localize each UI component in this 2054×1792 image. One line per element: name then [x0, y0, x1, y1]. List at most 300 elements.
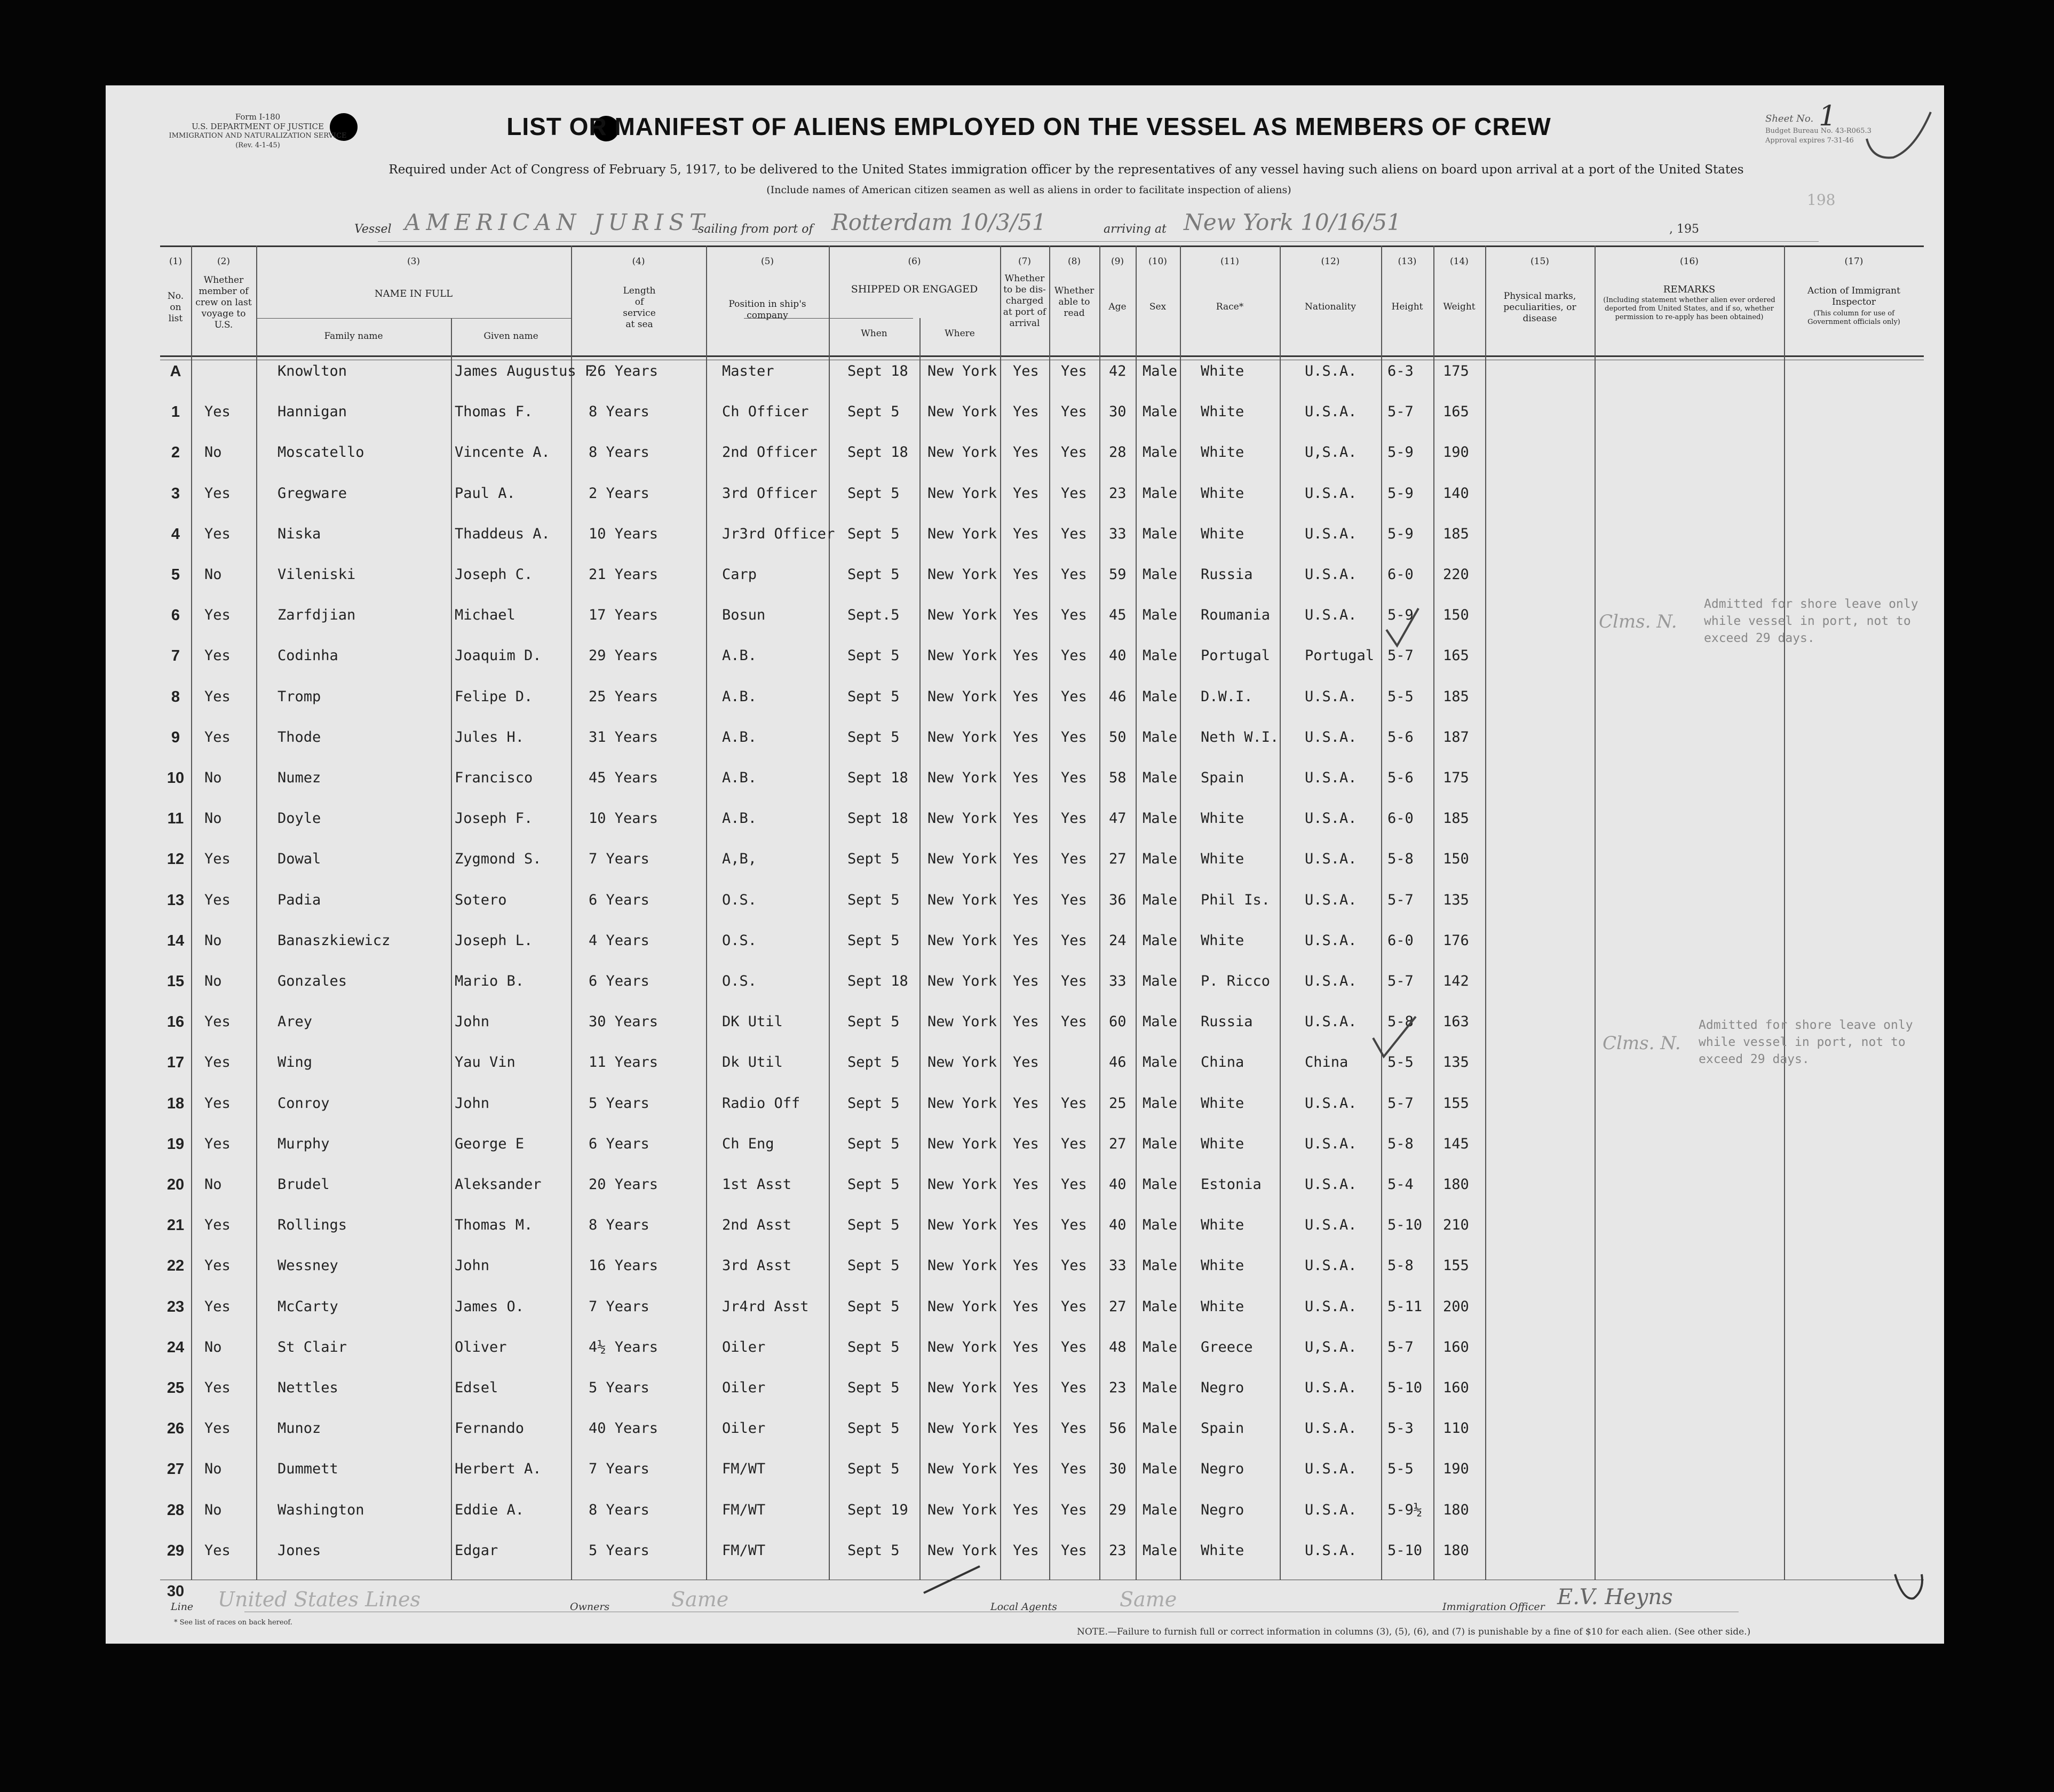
length-of-service: 5 Years [589, 1379, 649, 1396]
age: 23 [1109, 485, 1127, 502]
height: 5-7 [1387, 973, 1414, 989]
length-of-service: 8 Years [589, 403, 649, 421]
col-2-label: Whether member of crew on last voyage to U.S. [195, 275, 252, 330]
height: 5-9 [1387, 444, 1414, 461]
age: 28 [1109, 444, 1127, 461]
given-name: Francisco [455, 770, 533, 786]
col-5-label: Position in ship's company [728, 299, 806, 321]
weight: 210 [1443, 1217, 1469, 1234]
height: 5-8 [1387, 1257, 1414, 1274]
race: White [1201, 363, 1244, 379]
able-to-read: Yes [1061, 1338, 1087, 1355]
position: A.B. [722, 810, 757, 827]
family-name: Knowlton [277, 363, 347, 379]
weight: 155 [1443, 1257, 1469, 1274]
able-to-read: Yes [1061, 891, 1087, 908]
checkmark-icon [1384, 606, 1421, 651]
prior-voyage: Yes [204, 1135, 231, 1152]
position: Dk Util [722, 1054, 783, 1071]
given-name: Joseph F. [455, 810, 533, 827]
position: FM/WT [722, 1501, 766, 1518]
prior-voyage: Yes [204, 647, 231, 664]
sex: Male [1143, 1095, 1178, 1112]
sailing-label: sailing from port of [698, 223, 813, 236]
sex: Male [1143, 1257, 1178, 1274]
family-name: Brudel [277, 1176, 330, 1193]
officer-label: Immigration Officer [1442, 1601, 1545, 1613]
col-10-label: Sex [1149, 302, 1167, 312]
prior-voyage: Yes [204, 1379, 231, 1396]
shipped-where: New York [927, 1095, 997, 1112]
able-to-read: Yes [1061, 403, 1087, 421]
sex: Male [1143, 1135, 1178, 1152]
length-of-service: 45 Years [589, 770, 659, 786]
age: 40 [1109, 1176, 1127, 1193]
position: Oiler [722, 1338, 766, 1355]
given-name: Joaquim D. [455, 647, 542, 664]
line-label: Line [171, 1601, 194, 1613]
row-number: 2 [171, 444, 180, 462]
weight: 176 [1443, 932, 1469, 949]
age: 46 [1109, 1054, 1127, 1071]
row-number: 23 [166, 1298, 185, 1315]
col-3-family: Family name [324, 331, 383, 342]
checkmark-icon [921, 1564, 985, 1596]
to-be-discharged: Yes [1013, 810, 1039, 827]
row-number: 10 [166, 770, 185, 787]
position: A.B. [722, 647, 757, 664]
prior-voyage: Yes [204, 1542, 231, 1559]
sex: Male [1143, 607, 1178, 624]
sex: Male [1143, 485, 1178, 502]
shipped-where: New York [927, 607, 997, 624]
col-9-num: (9) [1111, 256, 1124, 267]
col-14-num: (14) [1450, 256, 1469, 267]
nationality: U.S.A. [1305, 770, 1357, 786]
weight: 140 [1443, 485, 1469, 502]
shipped-where: New York [927, 403, 997, 421]
height: 6-0 [1387, 810, 1414, 827]
length-of-service: 6 Years [589, 973, 649, 989]
age: 40 [1109, 647, 1127, 664]
height: 5-5 [1387, 688, 1414, 705]
family-name: Wing [277, 1054, 313, 1071]
shipped-when: Sept 5 [847, 688, 900, 705]
age: 27 [1109, 851, 1127, 868]
form-revision: (Rev. 4-1-45) [235, 141, 280, 149]
height: 5-5 [1387, 1461, 1414, 1478]
race: Spain [1201, 770, 1244, 786]
able-to-read: Yes [1061, 1461, 1087, 1478]
weight: 187 [1443, 728, 1469, 746]
col-1-num: (1) [169, 256, 183, 267]
row-number: 17 [166, 1054, 185, 1072]
sex: Male [1143, 1542, 1178, 1559]
col-3-label: NAME IN FULL [374, 288, 453, 299]
shipped-when: Sept 5 [847, 1257, 900, 1274]
col-17-note: (This column for use of Government officials only) [1807, 310, 1900, 326]
position: 1st Asst [722, 1176, 792, 1193]
family-name: Codinha [277, 647, 338, 664]
age: 58 [1109, 770, 1127, 786]
length-of-service: 8 Years [589, 1217, 649, 1234]
weight: 160 [1443, 1338, 1469, 1355]
row-number: 3 [171, 485, 180, 502]
position: A.B. [722, 770, 757, 786]
col-17-label: Action of Immigrant Inspector [1807, 286, 1900, 307]
sex: Male [1143, 932, 1178, 949]
length-of-service: 11 Years [589, 1054, 659, 1071]
vessel-line-rule [378, 241, 1819, 242]
race: Phil Is. [1201, 891, 1271, 908]
shipped-when: Sept 18 [847, 770, 908, 786]
position: 3rd Asst [722, 1257, 792, 1274]
shipped-where: New York [927, 1298, 997, 1315]
sex: Male [1143, 1176, 1178, 1193]
given-name: Sotero [455, 891, 507, 908]
col-5-num: (5) [760, 256, 774, 267]
vessel-label: Vessel [354, 223, 392, 236]
family-name: Wessney [277, 1257, 338, 1274]
shipped-when: Sept 18 [847, 810, 908, 827]
length-of-service: 40 Years [589, 1420, 659, 1437]
prior-voyage: Yes [204, 891, 231, 908]
height: 5-9 [1387, 485, 1414, 502]
shipped-where: New York [927, 485, 997, 502]
height: 5-6 [1387, 728, 1414, 746]
row-number: 12 [166, 851, 185, 868]
family-name: Banaszkiewicz [277, 932, 391, 949]
sex: Male [1143, 851, 1178, 868]
given-name: Joseph L. [455, 932, 533, 949]
to-be-discharged: Yes [1013, 1135, 1039, 1152]
vessel-name: AMERICAN JURIST [405, 209, 710, 235]
race: White [1201, 485, 1244, 502]
shipped-where: New York [927, 688, 997, 705]
race: White [1201, 810, 1244, 827]
length-of-service: 26 Years [589, 363, 659, 379]
table-row [106, 1490, 1944, 1531]
race: Russia [1201, 1013, 1253, 1030]
position: O.S. [722, 932, 757, 949]
to-be-discharged: Yes [1013, 525, 1039, 542]
nationality: U.S.A. [1305, 485, 1357, 502]
table-row [106, 1164, 1944, 1205]
given-name: James O. [455, 1298, 525, 1315]
shipped-where: New York [927, 1135, 997, 1152]
length-of-service: 10 Years [589, 810, 659, 827]
weight: 160 [1443, 1379, 1469, 1396]
prior-voyage: Yes [204, 688, 231, 705]
race: Neth W.I. [1201, 728, 1279, 746]
sex: Male [1143, 1217, 1178, 1234]
checkmark-icon [1892, 1569, 1930, 1606]
shipped-where: New York [927, 851, 997, 868]
race: White [1201, 1542, 1244, 1559]
position: Ch Eng [722, 1135, 774, 1152]
shipped-when: Sept 5 [847, 403, 900, 421]
weight: 110 [1443, 1420, 1469, 1437]
shipped-when [847, 1571, 917, 1612]
weight: 190 [1443, 444, 1469, 461]
col-12-label: Nationality [1305, 302, 1356, 312]
weight: 150 [1443, 851, 1469, 868]
nationality: China [1305, 1054, 1349, 1071]
family-name: Washington [277, 1501, 364, 1518]
weight: 155 [1443, 1095, 1469, 1112]
table-row [106, 798, 1944, 839]
row-number: 24 [166, 1338, 185, 1356]
shipped-where: New York [927, 1054, 997, 1071]
col-1-label: No. on list [167, 291, 184, 324]
age: 60 [1109, 1013, 1127, 1030]
race: White [1201, 444, 1244, 461]
department: U.S. DEPARTMENT OF JUSTICE [192, 122, 324, 131]
table-row [106, 351, 1944, 392]
prior-voyage: No [204, 770, 222, 786]
race: Spain [1201, 1420, 1244, 1437]
age: 36 [1109, 891, 1127, 908]
sex: Male [1143, 363, 1178, 379]
checkmark-icon [1370, 1014, 1418, 1062]
budget-number: Budget Bureau No. 43-R065.3 [1765, 127, 1871, 135]
height: 5-6 [1387, 770, 1414, 786]
age: 40 [1109, 1217, 1127, 1234]
shipped-when: Sept 18 [847, 444, 908, 461]
subtitle: Required under Act of Congress of February 5, 1917, to be delivered to the United States immigration officer by the representatives of any vessel having such aliens on board upon arrival at a port of the United States [388, 163, 1744, 177]
prior-voyage: No [204, 1461, 222, 1478]
given-name: Paul A. [455, 485, 516, 502]
table-row [106, 1124, 1944, 1164]
sex: Male [1143, 1298, 1178, 1315]
to-be-discharged: Yes [1013, 1257, 1039, 1274]
to-be-discharged: Yes [1013, 891, 1039, 908]
to-be-discharged: Yes [1013, 403, 1039, 421]
shipped-when: Sept 5 [847, 728, 900, 746]
family-name: McCarty [277, 1298, 338, 1315]
prior-voyage: Yes [204, 607, 231, 624]
row-number: 29 [166, 1542, 185, 1559]
family-name: Arey [277, 1013, 313, 1030]
able-to-read: Yes [1061, 1501, 1087, 1518]
col-16-note: (Including statement whether alien ever ordered deported from United States, and if so, whether permission to re-apply has been obtained) [1603, 296, 1775, 321]
sex: Male [1143, 647, 1178, 664]
table-row [106, 432, 1944, 473]
length-of-service: 7 Years [589, 1298, 649, 1315]
row-number: 7 [171, 647, 180, 665]
family-name: Munoz [277, 1420, 321, 1437]
table-row [106, 839, 1944, 879]
length-of-service: 4 Years [589, 932, 649, 949]
family-name: Vileniski [277, 566, 356, 583]
to-be-discharged: Yes [1013, 973, 1039, 989]
col-4-num: (4) [632, 256, 645, 267]
position: Carp [722, 566, 757, 583]
shipped-when: Sept 5 [847, 1013, 900, 1030]
nationality: Portugal [1305, 647, 1375, 664]
shipped-where: New York [927, 444, 997, 461]
race: White [1201, 525, 1244, 542]
given-name: Thomas M. [455, 1217, 533, 1234]
nationality [1305, 1571, 1379, 1612]
fine-note: NOTE.—Failure to furnish full or correct information in columns (3), (5), (6), and (7) is punishable by a fine of $10 for each alien. (See other side.) [1077, 1627, 1751, 1637]
table-row [106, 514, 1944, 554]
sex: Male [1143, 403, 1178, 421]
height: 5-8 [1387, 1013, 1414, 1030]
age: 27 [1109, 1135, 1127, 1152]
given-name: Joseph C. [455, 566, 533, 583]
length-of-service: 8 Years [589, 444, 649, 461]
age: 24 [1109, 932, 1127, 949]
prior-voyage: Yes [204, 1054, 231, 1071]
weight: 180 [1443, 1176, 1469, 1193]
name-subheader-rule [256, 318, 571, 319]
table-top-rule [160, 245, 1924, 247]
nationality: U.S.A. [1305, 525, 1357, 542]
height: 5-8 [1387, 851, 1414, 868]
height: 5-7 [1387, 1338, 1414, 1355]
position: Jr4rd Asst [722, 1298, 809, 1315]
length-of-service: 8 Years [589, 1501, 649, 1518]
height: 5-10 [1387, 1542, 1423, 1559]
col-12-num: (12) [1321, 256, 1340, 267]
height: 5-4 [1387, 1176, 1414, 1193]
age: 42 [1109, 363, 1127, 379]
sex: Male [1143, 1501, 1178, 1518]
nationality: U.S.A. [1305, 1379, 1357, 1396]
approval-expiry: Approval expires 7-31-46 [1765, 137, 1854, 145]
sex: Male [1143, 973, 1178, 989]
manifest-sheet [106, 85, 1944, 1644]
prior-voyage: No [204, 1338, 222, 1355]
table-row [106, 636, 1944, 676]
able-to-read: Yes [1061, 973, 1087, 989]
weight: 165 [1443, 647, 1469, 664]
row-number: 25 [166, 1379, 185, 1397]
given-name: John [455, 1257, 490, 1274]
col-17-num: (17) [1844, 256, 1863, 267]
race: White [1201, 403, 1244, 421]
height [1387, 1571, 1433, 1612]
able-to-read: Yes [1061, 770, 1087, 786]
shipped-where: New York [927, 1217, 997, 1234]
nationality: U.S.A. [1305, 1420, 1357, 1437]
col-10-num: (10) [1148, 256, 1167, 267]
row-number: A [170, 363, 181, 380]
year-label: , 195 [1669, 223, 1699, 236]
race: Estonia [1201, 1176, 1262, 1193]
weight: 142 [1443, 973, 1469, 989]
sex: Male [1143, 1461, 1178, 1478]
sex: Male [1143, 1013, 1178, 1030]
age: 48 [1109, 1338, 1127, 1355]
age: 33 [1109, 1257, 1127, 1274]
row-number: 13 [166, 891, 185, 909]
nationality: U.S.A. [1305, 607, 1357, 624]
nationality: U.S.A. [1305, 851, 1357, 868]
sex: Male [1143, 1338, 1178, 1355]
col-6-label: SHIPPED OR ENGAGED [851, 283, 978, 295]
races-note: * See list of races on back hereof. [174, 1619, 292, 1627]
nationality: U.S.A. [1305, 1461, 1357, 1478]
weight: 180 [1443, 1501, 1469, 1518]
position: Ch Officer [722, 403, 809, 421]
length-of-service: 7 Years [589, 851, 649, 868]
owners-label: Owners [570, 1601, 610, 1613]
table-row [106, 473, 1944, 514]
row-number: 4 [171, 525, 180, 543]
given-name: Oliver [455, 1338, 507, 1355]
family-name: Jones [277, 1542, 321, 1559]
shipped-when: Sept 5 [847, 566, 900, 583]
row-number: 6 [171, 607, 180, 624]
owners-value: Same [671, 1588, 729, 1611]
family-name: Nettles [277, 1379, 338, 1396]
col-16-label: REMARKS [1663, 284, 1716, 295]
length-of-service: 7 Years [589, 1461, 649, 1478]
table-row [106, 554, 1944, 595]
able-to-read: Yes [1061, 1095, 1087, 1112]
prior-voyage: No [204, 566, 222, 583]
position: O.S. [722, 891, 757, 908]
able-to-read: Yes [1061, 851, 1087, 868]
row-number: 9 [171, 728, 180, 746]
shipped-where: New York [927, 1338, 997, 1355]
to-be-discharged: Yes [1013, 851, 1039, 868]
shipped-where: New York [927, 525, 997, 542]
family-name: Hannigan [277, 403, 347, 421]
able-to-read: Yes [1061, 688, 1087, 705]
prior-voyage: Yes [204, 1257, 231, 1274]
able-to-read: Yes [1061, 1379, 1087, 1396]
to-be-discharged: Yes [1013, 1095, 1039, 1112]
given-name: Felipe D. [455, 688, 533, 705]
shipped-when: Sept 5 [847, 647, 900, 664]
table-row [106, 1449, 1944, 1489]
family-name: Conroy [277, 1095, 330, 1112]
page-title: LIST OR MANIFEST OF ALIENS EMPLOYED ON THE VESSEL AS MEMBERS OF CREW [506, 113, 1551, 140]
able-to-read [1061, 1571, 1098, 1612]
able-to-read [1061, 1042, 1098, 1083]
age: 46 [1109, 688, 1127, 705]
age: 30 [1109, 1461, 1127, 1478]
height: 5-10 [1387, 1379, 1423, 1396]
able-to-read: Yes [1061, 1257, 1087, 1274]
arrival-port: New York 10/16/51 [1184, 209, 1401, 235]
family-name: Niska [277, 525, 321, 542]
nationality: U.S.A. [1305, 1176, 1357, 1193]
shipped-where: New York [927, 1379, 997, 1396]
prior-voyage: Yes [204, 1217, 231, 1234]
race: D.W.I. [1201, 688, 1253, 705]
position: 2nd Asst [722, 1217, 792, 1234]
prior-voyage: Yes [204, 485, 231, 502]
nationality: U.S.A. [1305, 363, 1357, 379]
shipped-where: New York [927, 1461, 997, 1478]
length-of-service: 30 Years [589, 1013, 659, 1030]
prior-voyage: No [204, 810, 222, 827]
weight: 185 [1443, 525, 1469, 542]
shipped-where: New York [927, 891, 997, 908]
to-be-discharged: Yes [1013, 1542, 1039, 1559]
able-to-read: Yes [1061, 810, 1087, 827]
height: 5-8 [1387, 1135, 1414, 1152]
length-of-service: 6 Years [589, 891, 649, 908]
height: 5-7 [1387, 403, 1414, 421]
sex: Male [1143, 770, 1178, 786]
length-of-service: 5 Years [589, 1095, 649, 1112]
prior-voyage [204, 351, 252, 392]
